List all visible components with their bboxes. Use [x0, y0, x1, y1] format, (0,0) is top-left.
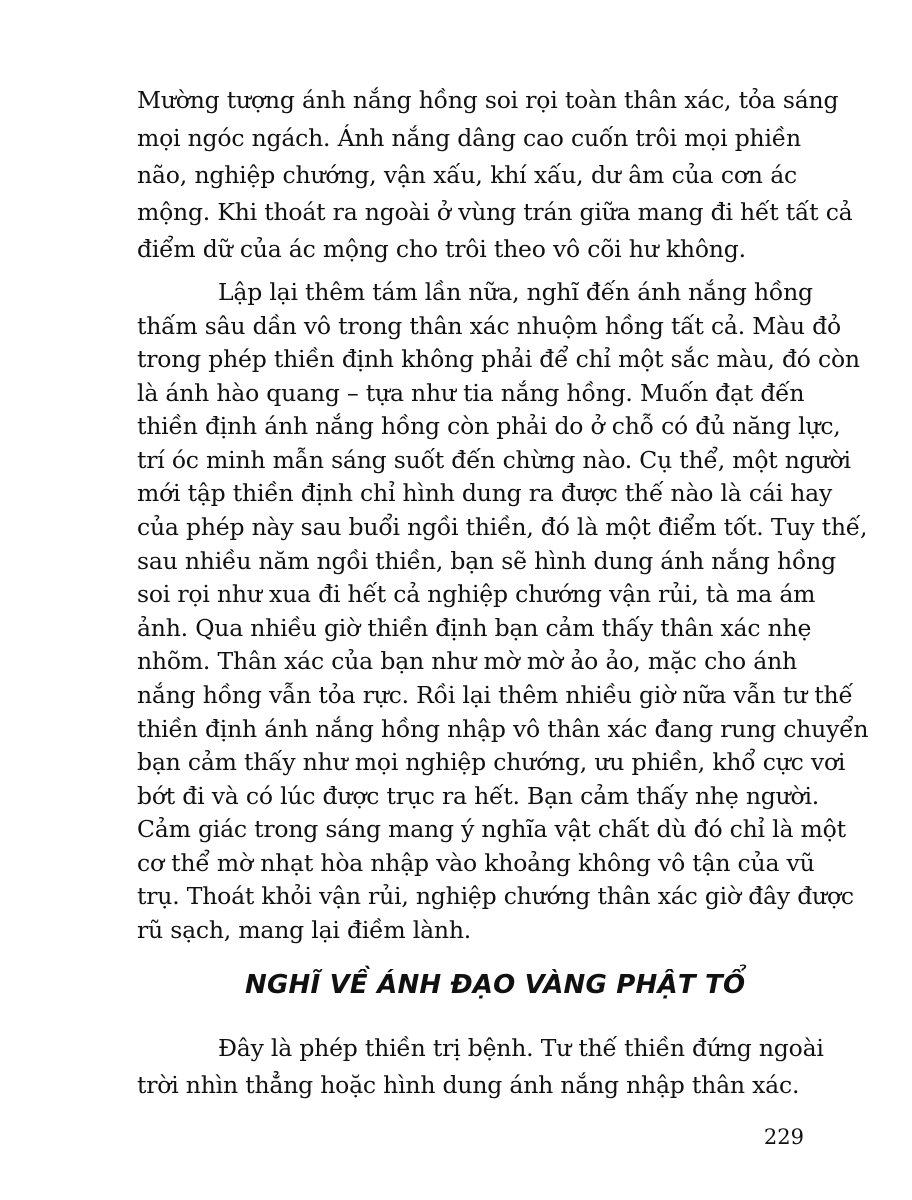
- text-line: thiền định ánh nắng hồng nhập vô thân xác đang rung chuyển: [137, 715, 869, 743]
- text-line: trời nhìn thẳng hoặc hình dung ánh nắng nhập thân xác.: [137, 1071, 800, 1099]
- text-line: là ánh hào quang – tựa như tia nắng hồng. Muốn đạt đến: [137, 379, 805, 407]
- text-line: trụ. Thoát khỏi vận rủi, nghiệp chướng thân xác giờ đây được: [137, 882, 854, 910]
- text-line: Mường tượng ánh nắng hồng soi rọi toàn thân xác, tỏa sáng: [137, 86, 839, 114]
- text-line: Lập lại thêm tám lần nữa, nghĩ đến ánh nắng hồng: [218, 278, 813, 306]
- text-line: Cảm giác trong sáng mang ý nghĩa vật chất dù đó chỉ là một: [137, 815, 846, 843]
- text-line: thấm sâu dần vô trong thân xác nhuộm hồng tất cả. Màu đỏ: [137, 312, 841, 340]
- text-line: não, nghiệp chướng, vận xấu, khí xấu, dư âm của cơn ác: [137, 161, 797, 189]
- text-line: ảnh. Qua nhiều giờ thiền định bạn cảm thấy thân xác nhẹ: [137, 614, 812, 642]
- text-line: bạn cảm thấy như mọi nghiệp chướng, ưu phiền, khổ cực vơi: [137, 748, 846, 776]
- text-line: mọi ngóc ngách. Ánh nắng dâng cao cuốn trôi mọi phiền: [137, 124, 801, 152]
- text-line: nắng hồng vẫn tỏa rực. Rồi lại thêm nhiều giờ nữa vẫn tư thế: [137, 681, 853, 709]
- text-line: mộng. Khi thoát ra ngoài ở vùng trán giữa mang đi hết tất cả: [137, 198, 853, 226]
- text-line: trí óc minh mẫn sáng suốt đến chừng nào. Cụ thể, một người: [137, 446, 851, 474]
- page-number: 229: [763, 1125, 804, 1149]
- text-line: điểm dữ của ác mộng cho trôi theo vô cõi hư không.: [137, 235, 746, 263]
- text-line: sau nhiều năm ngồi thiền, bạn sẽ hình dung ánh nắng hồng: [137, 547, 836, 575]
- text-line: soi rọi như xua đi hết cả nghiệp chướng vận rủi, tà ma ám: [137, 580, 816, 608]
- text-line: Đây là phép thiền trị bệnh. Tư thế thiền đứng ngoài: [218, 1034, 824, 1062]
- text-line: cơ thể mờ nhạt hòa nhập vào khoảng không vô tận của vũ: [137, 849, 815, 877]
- text-line: rũ sạch, mang lại điềm lành.: [137, 916, 472, 944]
- text-line: thiền định ánh nắng hồng còn phải do ở chỗ có đủ năng lực,: [137, 412, 841, 440]
- text-line: trong phép thiền định không phải để chỉ một sắc màu, đó còn: [137, 345, 860, 373]
- text-line: nhõm. Thân xác của bạn như mờ mờ ảo ảo, mặc cho ánh: [137, 647, 797, 675]
- text-line: của phép này sau buổi ngồi thiền, đó là một điểm tốt. Tuy thế,: [137, 513, 868, 541]
- text-line: mới tập thiền định chỉ hình dung ra được thế nào là cái hay: [137, 479, 833, 507]
- section-heading: NGHĨ VỀ ÁNH ĐẠO VÀNG PHẬT TỔ: [245, 970, 746, 1000]
- text-line: bớt đi và có lúc được trục ra hết. Bạn cảm thấy nhẹ người.: [137, 782, 820, 810]
